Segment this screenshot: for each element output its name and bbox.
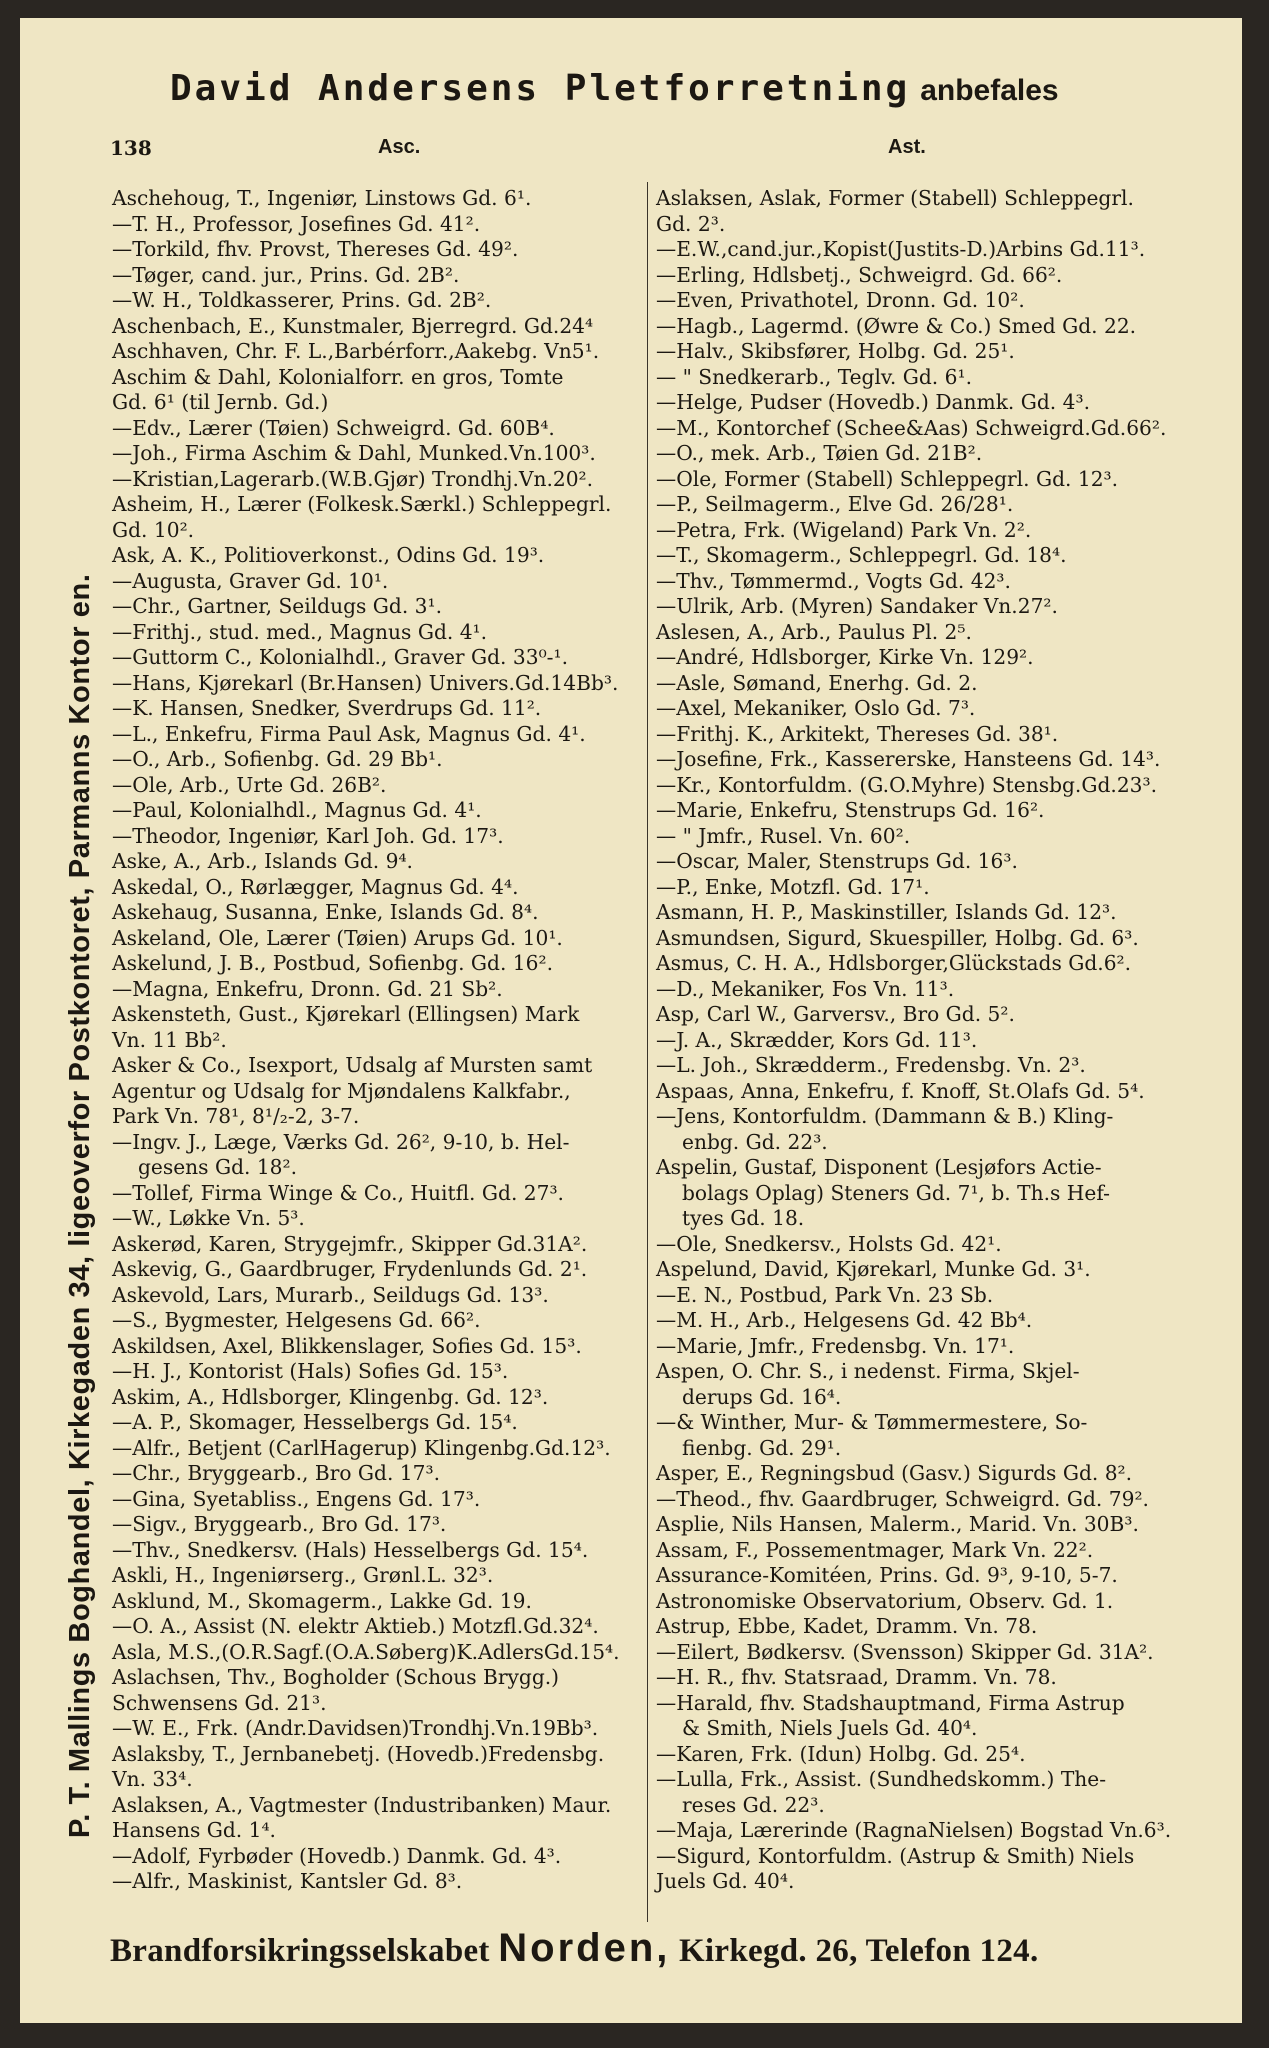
directory-entry: Askelund, J. B., Postbud, Sofienbg. Gd. 16².	[112, 951, 554, 975]
directory-entry: Asker & Co., Isexport, Udsalg af Mursten samt	[112, 1053, 593, 1077]
directory-entry: —J. A., Skrædder, Kors Gd. 11³.	[656, 1027, 978, 1052]
directory-entry: Astronomiske Observatorium, Observ. Gd. 1.	[656, 1588, 1114, 1613]
left-column-entries	[112, 186, 640, 1895]
directory-entry: Schwensens Gd. 21³.	[112, 1690, 327, 1715]
right-column-heading: Ast.	[888, 136, 926, 158]
directory-entry: Park Vn. 78¹, 8¹/₂-2, 3-7.	[112, 1104, 360, 1128]
directory-entry: Askedal, O., Rørlægger, Magnus Gd. 4⁴.	[112, 874, 519, 899]
directory-entry: Aschim & Dahl, Kolonialforr. en gros, Tomte	[112, 364, 564, 389]
directory-entry: —L. Joh., Skrædderm., Fredensbg. Vn. 2³.	[656, 1053, 1086, 1077]
directory-entry: —Torkild, fhv. Provst, Thereses Gd. 49².	[112, 237, 519, 261]
directory-entry: Askli, H., Ingeniørserg., Grønl.L. 32³.	[112, 1563, 494, 1587]
directory-entry: Gd. 6¹ (til Jernb. Gd.)	[112, 390, 329, 414]
directory-entry: tyes Gd. 18.	[682, 1206, 805, 1230]
directory-entry: —P., Enke, Motzfl. Gd. 17¹.	[656, 874, 930, 899]
directory-entry: —A. P., Skomager, Hesselbergs Gd. 15⁴.	[112, 1410, 518, 1434]
directory-entry: Askevig, G., Gaardbruger, Frydenlunds Gd. 2¹.	[112, 1257, 588, 1281]
directory-entry: bolags Oplag) Steners Gd. 7¹, b. Th.s Hef-	[682, 1180, 1110, 1205]
directory-entry: Asmann, H. P., Maskinstiller, Islands Gd. 12³.	[656, 900, 1117, 924]
directory-entry: —Gina, Syetabliss., Engens Gd. 17³.	[112, 1486, 481, 1511]
directory-entry: —O., Arb., Sofienbg. Gd. 29 Bb¹.	[112, 747, 443, 771]
directory-entry: —E.W.,cand.jur.,Kopist(Justits-D.)Arbins Gd.11³.	[656, 237, 1146, 261]
directory-entry: —Joh., Firma Aschim & Dahl, Munked.Vn.100³.	[112, 441, 596, 465]
directory-entry: Asmus, C. H. A., Hdlsborger,Glückstads Gd.6².	[656, 951, 1132, 975]
directory-entry: Askildsen, Axel, Blikkenslager, Sofies Gd. 15³.	[112, 1333, 582, 1358]
directory-entry: Aspelin, Gustaf, Disponent (Lesjøfors Actie-	[656, 1155, 1102, 1179]
directory-entry: —Hagb., Lagermd. (Øwre & Co.) Smed Gd. 22.	[656, 313, 1137, 338]
directory-entry: —D., Mekaniker, Fos Vn. 11³.	[656, 976, 955, 1001]
directory-entry: —Paul, Kolonialhdl., Magnus Gd. 4¹.	[112, 798, 482, 822]
directory-entry: —O. A., Assist (N. elektr Aktieb.) Motzfl.Gd.32⁴.	[112, 1614, 599, 1638]
directory-entry: Juels Gd. 40⁴.	[656, 1869, 795, 1893]
directory-entry: Asplie, Nils Hansen, Malerm., Marid. Vn. 30B³.	[656, 1512, 1139, 1536]
directory-entry: —Chr., Bryggearb., Bro Gd. 17³.	[112, 1461, 440, 1485]
directory-entry: —S., Bygmester, Helgesens Gd. 66².	[112, 1308, 481, 1332]
directory-entry: Askeland, Ole, Lærer (Tøien) Arups Gd. 10¹.	[112, 925, 563, 950]
directory-entry: —Guttorm C., Kolonialhdl., Graver Gd. 33⁰-¹.	[112, 645, 568, 669]
directory-entry: —Ulrik, Arb. (Myren) Sandaker Vn.27².	[656, 594, 1058, 618]
directory-entry: —Oscar, Maler, Stenstrups Gd. 16³.	[656, 849, 1018, 873]
directory-entry: —Helge, Pudser (Hovedb.) Danmk. Gd. 4³.	[656, 390, 1090, 414]
directory-entry: Assurance-Komitéen, Prins. Gd. 9³, 9-10, 5-7.	[656, 1563, 1118, 1587]
directory-entry: Aspelund, David, Kjørekarl, Munke Gd. 3¹.	[656, 1257, 1091, 1281]
top-advert-banner	[170, 68, 1180, 109]
left-column-heading: Asc.	[378, 136, 421, 158]
directory-entry: —O., mek. Arb., Tøien Gd. 21B².	[656, 441, 983, 465]
directory-entry: Askerød, Karen, Strygejmfr., Skipper Gd.31A².	[112, 1231, 588, 1256]
directory-entry: Asmundsen, Sigurd, Skuespiller, Holbg. Gd. 6³.	[656, 925, 1139, 950]
directory-entry: Aslaksen, A., Vagtmester (Industribanken) Maur.	[112, 1792, 612, 1817]
directory-entry: —K. Hansen, Snedker, Sverdrups Gd. 11².	[112, 696, 542, 720]
directory-entry: Asklund, M., Skomagerm., Lakke Gd. 19.	[112, 1588, 532, 1613]
directory-entry: Gd. 10².	[112, 517, 195, 542]
directory-entry: Aschenbach, E., Kunstmaler, Bjerregrd. Gd.24⁴	[112, 313, 594, 338]
directory-entry: derups Gd. 16⁴.	[682, 1384, 842, 1409]
directory-entry: —Thv., Tømmermd., Vogts Gd. 42³.	[656, 568, 1011, 593]
bottom-advert-banner	[110, 1926, 1230, 1971]
footer-name: Norden,	[498, 1926, 671, 1970]
column-divider	[647, 182, 648, 1922]
directory-entry: Assam, F., Possementmager, Mark Vn. 22².	[656, 1537, 1094, 1562]
directory-entry: —W. E., Frk. (Andr.Davidsen)Trondhj.Vn.19Bb³.	[112, 1716, 599, 1740]
directory-entry: —Alfr., Betjent (CarlHagerup) Klingenbg.Gd.12³.	[112, 1435, 611, 1460]
directory-entry: —Marie, Jmfr., Fredensbg. Vn. 17¹.	[656, 1333, 1015, 1358]
directory-entry: —Lulla, Frk., Assist. (Sundhedskomm.) The-	[656, 1767, 1107, 1791]
directory-entry: —Kr., Kontorfuldm. (G.O.Myhre) Stensbg.Gd.23³.	[656, 772, 1158, 797]
directory-entry: —Alfr., Maskinist, Kantsler Gd. 8³.	[112, 1869, 463, 1893]
directory-entry: —Sigv., Bryggearb., Bro Gd. 17³.	[112, 1512, 447, 1536]
directory-entry: —Ole, Arb., Urte Gd. 26B².	[112, 772, 387, 797]
directory-entry: —Augusta, Graver Gd. 10¹.	[112, 568, 389, 593]
directory-entry: —Ole, Snedkersv., Holsts Gd. 42¹.	[656, 1231, 1002, 1256]
directory-entry: —Tøger, cand. jur., Prins. Gd. 2B².	[112, 262, 460, 287]
directory-entry: —Asle, Sømand, Enerhg. Gd. 2.	[656, 670, 978, 695]
banner-main: David Andersens Pletforretning	[170, 68, 911, 109]
directory-entry: Ask, A. K., Politioverkonst., Odins Gd. 19³.	[112, 543, 545, 567]
directory-entry: reses Gd. 22³.	[682, 1792, 825, 1817]
directory-entry: Asheim, H., Lærer (Folkesk.Særkl.) Schleppegrl.	[112, 492, 612, 516]
directory-entry: Askim, A., Hdlsborger, Klingenbg. Gd. 12³.	[112, 1384, 549, 1409]
directory-entry: —André, Hdlsborger, Kirke Vn. 129².	[656, 645, 1034, 669]
directory-entry: —Eilert, Bødkersv. (Svensson) Skipper Gd. 31A².	[656, 1639, 1154, 1664]
directory-entry: Askehaug, Susanna, Enke, Islands Gd. 8⁴.	[112, 900, 539, 924]
directory-entry: —Magna, Enkefru, Dronn. Gd. 21 Sb².	[112, 976, 503, 1001]
directory-entry: —T., Skomagerm., Schleppegrl. Gd. 18⁴.	[656, 543, 1067, 567]
directory-entry: Aschehoug, T., Ingeniør, Linstows Gd. 6¹.	[112, 186, 532, 210]
directory-entry: —M. H., Arb., Helgesens Gd. 42 Bb⁴.	[656, 1308, 1033, 1332]
directory-entry: —Even, Privathotel, Dronn. Gd. 10².	[656, 288, 1025, 312]
right-column-entries	[656, 186, 1226, 1895]
page-number: 138	[110, 136, 152, 160]
directory-entry: —Maja, Lærerinde (RagnaNielsen) Bogstad Vn.6³.	[656, 1818, 1172, 1842]
directory-entry: —Kristian,Lagerarb.(W.B.Gjør) Trondhj.Vn.20².	[112, 466, 594, 491]
directory-entry: Askevold, Lars, Murarb., Seildugs Gd. 13³.	[112, 1282, 549, 1307]
footer-suffix: Kirkegd. 26, Telefon 124.	[678, 1933, 1039, 1969]
directory-entry: Aslaksby, T., Jernbanebetj. (Hovedb.)Fredensbg.	[112, 1741, 605, 1766]
directory-entry: —Erling, Hdlsbetj., Schweigrd. Gd. 66².	[656, 262, 1063, 287]
directory-entry: Astrup, Ebbe, Kadet, Dramm. Vn. 78.	[656, 1614, 1038, 1638]
directory-entry: —Tollef, Firma Winge & Co., Huitfl. Gd. 27³.	[112, 1180, 564, 1205]
directory-entry: —Adolf, Fyrbøder (Hovedb.) Danmk. Gd. 4³.	[112, 1843, 562, 1868]
directory-entry: —Edv., Lærer (Tøien) Schweigrd. Gd. 60B⁴.	[112, 415, 555, 440]
directory-entry: Asp, Carl W., Garversv., Bro Gd. 5².	[656, 1002, 1015, 1026]
directory-entry: — " Snedkerarb., Teglv. Gd. 6¹.	[656, 364, 972, 389]
directory-entry: Asper, E., Regningsbud (Gasv.) Sigurds Gd. 8².	[656, 1461, 1133, 1485]
directory-entry: —W., Løkke Vn. 5³.	[112, 1206, 305, 1230]
directory-entry: —Jens, Kontorfuldm. (Dammann & B.) Kling-	[656, 1104, 1114, 1128]
directory-entry: —Halv., Skibsfører, Holbg. Gd. 25¹.	[656, 339, 1015, 363]
directory-entry: —Chr., Gartner, Seildugs Gd. 3¹.	[112, 594, 443, 618]
directory-entry: —Ingv. J., Læge, Værks Gd. 26², 9-10, b. Hel-	[112, 1129, 570, 1154]
directory-entry: Aslachsen, Thv., Bogholder (Schous Brygg.)	[112, 1665, 560, 1689]
directory-entry: —Sigurd, Kontorfuldm. (Astrup & Smith) Niels	[656, 1843, 1135, 1868]
directory-entry: gesens Gd. 18².	[138, 1155, 298, 1179]
directory-entry: —H. R., fhv. Statsraad, Dramm. Vn. 78.	[656, 1665, 1057, 1689]
directory-entry: Aspaas, Anna, Enkefru, f. Knoff, St.Olafs Gd. 5⁴.	[656, 1078, 1145, 1103]
directory-entry: —H. J., Kontorist (Hals) Sofies Gd. 15³.	[112, 1359, 509, 1383]
directory-entry: enbg. Gd. 22³.	[682, 1129, 828, 1154]
directory-entry: —Theod., fhv. Gaardbruger, Schweigrd. Gd. 79².	[656, 1486, 1149, 1511]
directory-entry: —L., Enkefru, Firma Paul Ask, Magnus Gd. 4¹.	[112, 721, 586, 746]
directory-entry: Vn. 11 Bb².	[112, 1027, 227, 1052]
directory-entry: —Ole, Former (Stabell) Schleppegrl. Gd. 12³.	[656, 466, 1119, 491]
directory-entry: Agentur og Udsalg for Mjøndalens Kalkfabr.,	[112, 1078, 571, 1103]
directory-entry: —Josefine, Frk., Kassererske, Hansteens Gd. 14³.	[656, 747, 1161, 771]
directory-entry: — " Jmfr., Rusel. Vn. 60².	[656, 823, 911, 848]
side-advert: P. T. Mallings Boghandel, Kirkegaden 34, ligeoverfor Postkontoret, Parmanns Kontor en.	[64, 573, 96, 1838]
footer-prefix: Brandforsikringsselskabet	[110, 1933, 490, 1969]
directory-entry: —Petra, Frk. (Wigeland) Park Vn. 2².	[656, 517, 1032, 542]
directory-entry: Askensteth, Gust., Kjørekarl (Ellingsen) Mark	[112, 1002, 580, 1026]
directory-entry: Asla, M.S.,(O.R.Sagf.(O.A.Søberg)K.AdlersGd.15⁴.	[112, 1639, 620, 1664]
directory-entry: Aschhaven, Chr. F. L.,Barbérforr.,Aakebg. Vn5¹.	[112, 339, 600, 363]
directory-page	[20, 18, 1242, 2023]
directory-entry: —Theodor, Ingeniør, Karl Joh. Gd. 17³.	[112, 823, 504, 848]
directory-entry: —E. N., Postbud, Park Vn. 23 Sb.	[656, 1282, 994, 1307]
directory-entry: —T. H., Professor, Josefines Gd. 41².	[112, 211, 481, 236]
directory-entry: —Frithj., stud. med., Magnus Gd. 4¹.	[112, 619, 488, 644]
directory-entry: —P., Seilmagerm., Elve Gd. 26/28¹.	[656, 492, 1014, 516]
directory-entry: —Frithj. K., Arkitekt, Thereses Gd. 38¹.	[656, 721, 1059, 746]
directory-entry: fienbg. Gd. 29¹.	[682, 1435, 842, 1460]
directory-entry: & Smith, Niels Juels Gd. 40⁴.	[682, 1716, 978, 1740]
directory-entry: —Harald, fhv. Stadshauptmand, Firma Astrup	[656, 1690, 1125, 1715]
directory-entry: Aspen, O. Chr. S., i nedenst. Firma, Skjel-	[656, 1359, 1080, 1383]
directory-entry: Aslaksen, Aslak, Former (Stabell) Schleppegrl.	[656, 186, 1134, 210]
directory-entry: Vn. 33⁴.	[112, 1767, 193, 1791]
directory-entry: —M., Kontorchef (Schee&Aas) Schweigrd.Gd.66².	[656, 415, 1167, 440]
directory-entry: Hansens Gd. 1⁴.	[112, 1818, 276, 1842]
banner-suffix: anbefales	[920, 74, 1059, 107]
directory-entry: —W. H., Toldkasserer, Prins. Gd. 2B².	[112, 288, 492, 312]
directory-entry: —Marie, Enkefru, Stenstrups Gd. 16².	[656, 798, 1045, 822]
directory-entry: Aslesen, A., Arb., Paulus Pl. 2⁵.	[656, 619, 972, 644]
directory-entry: Aske, A., Arb., Islands Gd. 9⁴.	[112, 849, 413, 873]
directory-entry: —Karen, Frk. (Idun) Holbg. Gd. 25⁴.	[656, 1741, 1026, 1766]
directory-entry: —Hans, Kjørekarl (Br.Hansen) Univers.Gd.14Bb³.	[112, 670, 619, 695]
directory-entry: —Axel, Mekaniker, Oslo Gd. 7³.	[656, 696, 976, 720]
directory-entry: —& Winther, Mur- & Tømmermestere, So-	[656, 1410, 1088, 1434]
directory-entry: Gd. 2³.	[656, 211, 726, 236]
directory-entry: —Thv., Snedkersv. (Hals) Hesselbergs Gd. 15⁴.	[112, 1537, 589, 1562]
